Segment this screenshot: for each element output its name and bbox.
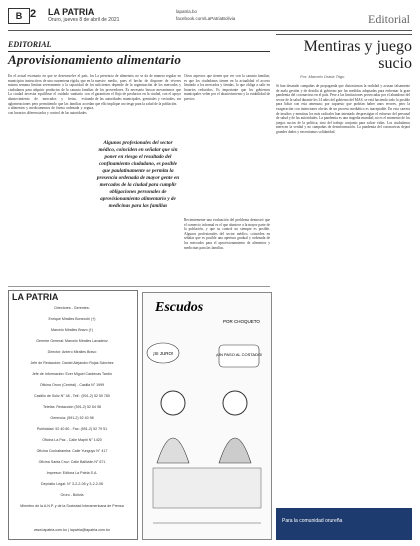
page-number: 2 [30, 8, 37, 20]
masthead-line: Director: Antero Miralles Bravo [47, 350, 97, 354]
masthead-line: Impresor: Editora La Patria S.A. [46, 471, 98, 475]
editorial-column-2a: La presencia de alimentos no se da de manera regular en nuestro medio, pues el hecho de disponer de víveres suficientes depende de la organización de los mercados y de los proveedores. Es necesario buscar mecanismos que garanticen el flujo de productos en la ciudad, con el apoyo de las autoridades municipales, gremiales y vecinales, sin que ello implique un riesgo para la salud de la población. [95, 74, 181, 106]
masthead-line: Oficina La Paz - Calle Mapiri N° 1420 [42, 438, 102, 442]
opinion-author: Por: Marcelo Ostria Trigo [300, 74, 345, 79]
masthead-line: Gerente General: Marcelo Miralles Lavadenz [36, 339, 108, 343]
masthead-line: Marcelo Miralles Bravo (†) [51, 328, 93, 332]
masthead-line: Publicidad: 52 40 80 - Fax: (591-2) 52 79 51 [36, 427, 108, 431]
masthead-line: Oruro - Bolivia [60, 493, 84, 497]
masthead-line: Oficina Oruro (Central) - Casilla N° 1999 [39, 383, 105, 387]
bottom-ad-banner[interactable] [276, 508, 412, 540]
masthead-line: Miembro de la A.N.P. y de la Sociedad Interamericana de Prensa [20, 504, 124, 508]
masthead-line: Oficina Cochabamba: Calle Yunguyo N° 417 [36, 449, 108, 453]
cartoon-title: Escudos [155, 300, 204, 315]
editorial-title: Aprovisionamiento alimentario [8, 52, 182, 67]
masthead-line: Castillo de Soliz N° 48 - Telf.: (591-2) 52 50 780 [34, 394, 110, 398]
speech-bubble-2: ¡UN PASO AL COSTADO! [215, 352, 263, 357]
masthead-line: Oficina Santa Cruz: Calle Ballivián N° 671 [38, 460, 106, 464]
opinion-body: Si han desatado campañas de propaganda que distorsionan la realidad y acusan falsamente de mala gestión y de desidia al gobierno por las medidas adoptadas para enfrentar la gran pandemia del coronavirus en el país. Pese a las limitaciones provocadas por el abandono del sector de la salud durante los 14 años del gobierno del MAS, se está haciendo todo lo posible para lidiar con esta amenaza; por supuesto que podrían haber unos errores, pero la exageración con intenciones obvias de un proceso mediático es inaceptable. En esta carrera de insultos y mentiras los más radicales han intentado desprestigiar el esfuerzo del personal de salud y de las autoridades. La pandemia es una tragedia mundial; no es el momento de los juegos sucios de la política, sino del trabajo conjunto para salvar vidas. Los ciudadanos merecen la verdad y no campañas de desinformación. La pandemia del coronavirus dejará grandes daños y necesitamos solidaridad. [276, 84, 410, 134]
divider [276, 34, 412, 35]
ad-text: Para la comunidad orureña [282, 518, 343, 524]
masthead-line: Depósito Legal: N° 3-2-2-06 y 3-2-2-06 [41, 482, 103, 486]
masthead-line: Directores - Gerentes: [54, 306, 90, 310]
masthead-line: Enrique Miralles Bonecchi (†) [48, 317, 96, 321]
section-name: Editorial [368, 12, 410, 26]
speech-bubble-1: ¡SI JURO! [152, 351, 174, 356]
issue-date: Oruro, jueves 8 de abril de 2021 [48, 17, 120, 23]
masthead-line: Jefe de Redacción: Daniel Alejandro Rojas Sánchez [30, 361, 114, 365]
section-logo: B [8, 8, 30, 24]
editorial-label: EDITORIAL [8, 40, 52, 49]
masthead-line: Telefax: Redacción (591-2) 52 64 98 [43, 405, 101, 409]
masthead-line: Jefe de Información: Ever Miguel Cardenas Tardío [31, 372, 113, 376]
page-header [8, 6, 412, 31]
website-link[interactable]: lapatria.bo [176, 9, 198, 14]
divider [8, 286, 270, 287]
newspaper-name: LA PATRIA [48, 7, 95, 17]
editorial-column-1: En el actual escenario en que se desenvuelve el país, los municipios instructivos de una cuarentena rígida, que en la misma semana limitan severamente a la capacidad de los ciudadanos para adquirir productos de la canasta familiar. La ciudad necesita equilibrar el cuidado sanitario con el abastecimiento de mercados y ferias, evitando aglomeraciones pero permitiendo que las familias accedan a alimentos y medicamentos de forma ordenada y segura, con horarios diferenciados y control de las autoridades. [8, 74, 94, 115]
cartoon-credit: POR CHOQUETO [223, 319, 260, 324]
masthead-line: Gerencia: (591-2) 52 40 98 [50, 416, 94, 420]
editorial-column-3: Otros aspectos que tienen que ver con la canasta familiar, es que los ciudadanos tienen en la actualidad el acceso limitado a los mercados y tiendas, lo que obliga a salir en horarios reducidos. Es importante que los gobiernos municipales velen por el abastecimiento y la estabilidad de precios. [184, 74, 270, 101]
masthead-lines [8, 306, 136, 524]
cartoon-drawing [143, 293, 271, 539]
editorial-column-4: Recientemente una evaluación del problema demostró que el comercio informal es el que abastece a la mayor parte de la población, y que su control no siempre es posible. Algunos profesionales del sector médico, coinciden en señalar que es posible una apertura gradual y ordenada de los mercados para el aprovisionamiento de alimentos y medicinas para las familias. [184, 218, 270, 250]
facebook-link[interactable]: facebook.com/LaPatriaBolivia [176, 16, 236, 21]
cartoon-panel [142, 292, 272, 540]
masthead-title: LA PATRIA [12, 292, 59, 302]
masthead-footer: www.lapatria.com.bo | lapatria@lapatria.com.bo [33, 528, 111, 532]
pull-quote: Algunos profesionales del sector médico, coinciden en señalar que sin poner en riesgo el resultado del confinamiento ciudadano, es posible que paulatinamente se permita la presencia ordenada de mayor gente en mercados de la ciudad para cumplir obligaciones personales de aprovisionamiento alimentario y de medicinas para las familias [96, 140, 180, 209]
opinion-title: Mentiras y juego sucio [303, 38, 412, 72]
